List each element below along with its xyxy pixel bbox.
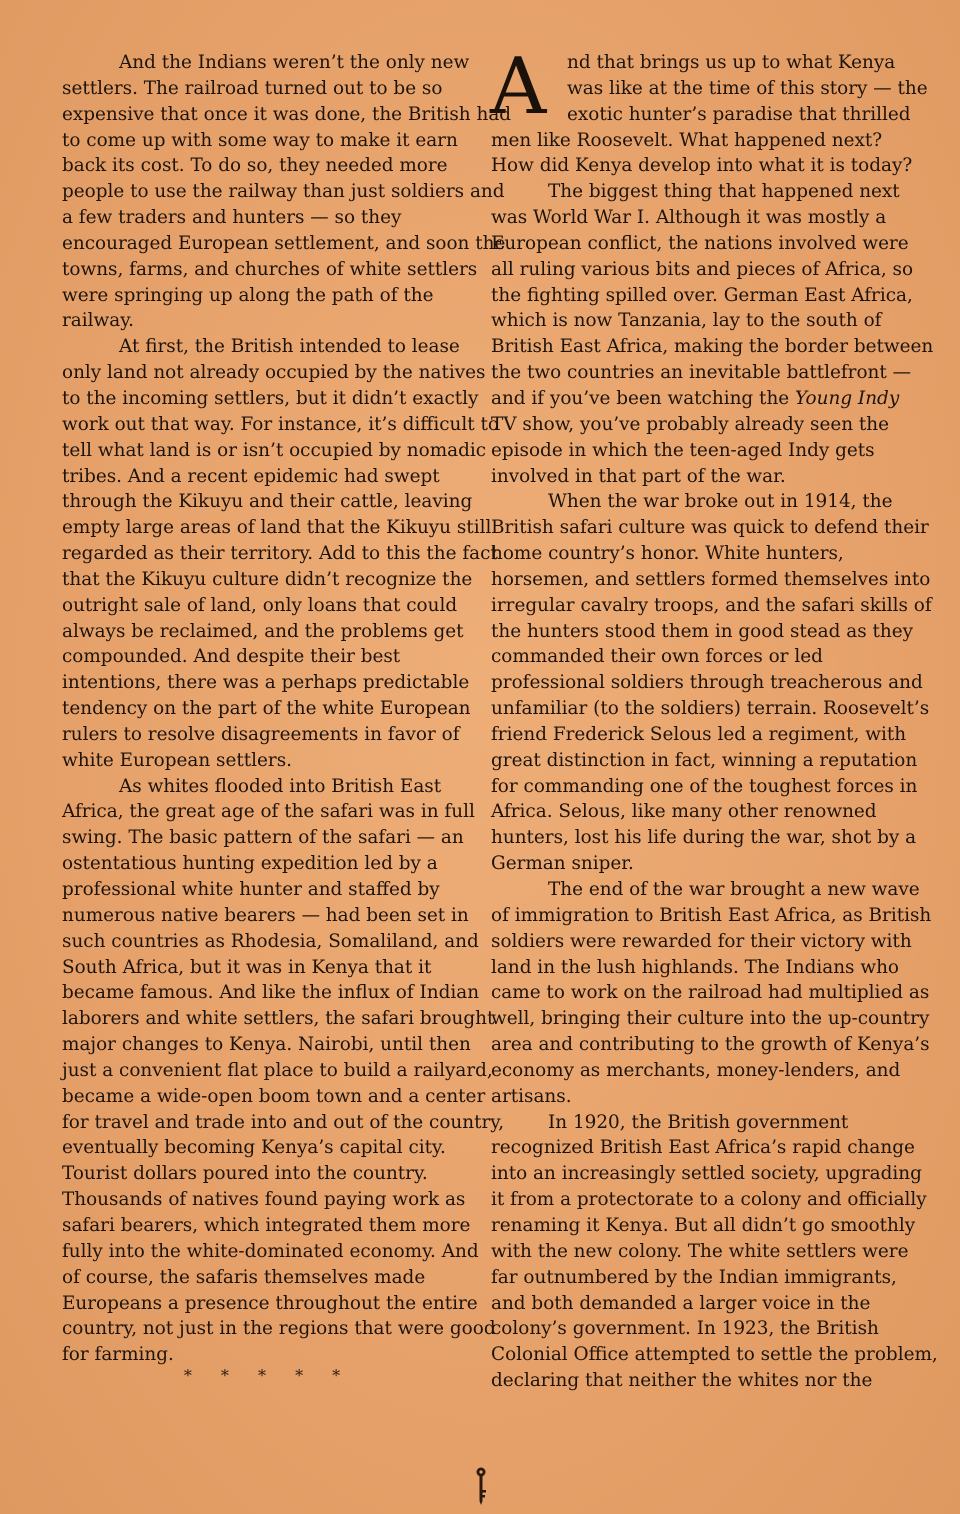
text-line: horsemen, and settlers formed themselves into — [491, 568, 931, 590]
text-line: declaring that neither the whites nor the — [491, 1370, 873, 1392]
text-line: came to work on the railroad had multiplied as — [491, 982, 930, 1004]
text-line: artisans. — [491, 1085, 572, 1107]
text-line: great distinction in fact, winning a reputation — [491, 749, 918, 771]
text-line: exotic hunter’s paradise that thrilled — [567, 103, 911, 125]
text-line: became famous. And like the influx of Indian — [62, 982, 480, 1004]
drop-cap-paragraph — [490, 42, 928, 132]
text-line: it from a protectorate to a colony and officially — [491, 1189, 927, 1211]
text-line: major changes to Kenya. Nairobi, until then — [62, 1034, 471, 1056]
text-line: hunters, lost his life during the war, shot by a — [491, 827, 917, 849]
text-line: At first, the British intended to lease — [119, 336, 460, 358]
text-line: Thousands of natives found paying work as — [62, 1189, 466, 1211]
text-line: back its cost. To do so, they needed more — [62, 155, 448, 177]
text-line: British East Africa, making the border between — [491, 336, 934, 358]
text-line: The biggest thing that happened next — [548, 181, 900, 203]
text-line: professional white hunter and staffed by — [62, 879, 440, 900]
show-title: Young Indy — [795, 387, 900, 409]
section-separator: * * * * * — [183, 1366, 353, 1385]
text-line: renaming it Kenya. But all didn’t go smoothly — [491, 1214, 916, 1236]
text-line: intentions, there was a perhaps predictable — [62, 672, 470, 694]
text-line: the hunters stood them in good stead as they — [491, 620, 913, 642]
text-line: irregular cavalry troops, and the safari skills of — [491, 594, 932, 616]
text-line: safari bearers, which integrated them more — [62, 1214, 471, 1236]
text-line: How did Kenya develop into what it is today? — [491, 155, 913, 177]
text-line: As whites flooded into British East — [119, 775, 442, 797]
text-line: numerous native bearers — had been set in — [62, 904, 469, 926]
text-line: such countries as Rhodesia, Somaliland, and — [62, 930, 479, 952]
text-line: for travel and trade into and out of the country, — [62, 1111, 505, 1133]
text-line: settlers. The railroad turned out to be so — [62, 77, 443, 99]
text-line: unfamiliar (to the soldiers) terrain. Roosevelt’s — [491, 698, 930, 720]
text-line: of immigration to British East Africa, as British — [491, 904, 932, 926]
text-line: became a wide-open boom town and a center — [62, 1085, 486, 1107]
text-line: well, bringing their culture into the up-country — [491, 1008, 930, 1030]
text-line: for farming. — [62, 1344, 174, 1366]
text-line: laborers and white settlers, the safari brought — [62, 1008, 495, 1030]
text-line: British safari culture was quick to defend their — [491, 517, 929, 539]
text-line: through the Kikuyu and their cattle, leaving — [62, 491, 473, 513]
text-line: were springing up along the path of the — [62, 284, 434, 306]
text-line: fully into the white-dominated economy. And — [62, 1240, 479, 1262]
text-line: was like at the time of this story — the — [567, 77, 928, 99]
text-line: railway. — [62, 310, 135, 332]
text-line: involved in that part of the war. — [491, 465, 786, 487]
text-line: soldiers were rewarded for their victory with — [491, 930, 912, 952]
text-line: swing. The basic pattern of the safari — an — [62, 827, 464, 849]
text-line: and both demanded a larger voice in the — [491, 1292, 871, 1314]
text-line: Europeans a presence throughout the entire — [62, 1292, 478, 1314]
text-line: the two countries an inevitable battlefront — — [491, 362, 912, 384]
text-line: expensive that once it was done, the British had — [62, 103, 512, 125]
text-line: area and contributing to the growth of Kenya’s — [491, 1034, 930, 1056]
text-line: just a convenient flat place to build a railyard, — [62, 1059, 493, 1081]
text-line: compounded. And despite their best — [62, 646, 401, 668]
text-line: Tourist dollars poured into the country. — [62, 1163, 428, 1185]
text-line: European conflict, the nations involved were — [491, 232, 909, 254]
text-line: of course, the safaris themselves made — [62, 1266, 426, 1288]
text-line: white European settlers. — [62, 749, 292, 771]
text-line: the fighting spilled over. German East Africa, — [491, 284, 913, 306]
key-icon — [472, 1466, 490, 1506]
text-line: people to use the railway than just soldiers and — [62, 181, 505, 203]
text-line: ostentatious hunting expedition led by a — [62, 853, 438, 875]
text-line: rulers to resolve disagreements in favor of — [62, 723, 460, 745]
text-line: professional soldiers through treacherous and — [491, 672, 923, 694]
text-line: into an increasingly settled society, upgrading — [491, 1163, 922, 1185]
text-line: that the Kikuyu culture didn’t recognize the — [62, 568, 473, 590]
text-line: was World War I. Although it was mostly a — [491, 207, 887, 229]
text-line: encouraged European settlement, and soon the — [62, 232, 506, 254]
text-line: commanded their own forces or led — [491, 646, 823, 668]
text-line: In 1920, the British government — [548, 1111, 849, 1133]
text-line: to the incoming settlers, but it didn’t exactly — [62, 387, 479, 409]
text-line: home country’s honor. White hunters, — [491, 543, 844, 565]
left-column — [62, 50, 512, 1368]
text-line: When the war broke out in 1914, the — [548, 491, 893, 513]
text-line: episode in which the teen-aged Indy gets — [491, 439, 875, 461]
text-line: regarded as their territory. Add to this the fact — [62, 543, 498, 565]
text-line: Africa. Selous, like many other renowned — [491, 801, 877, 823]
text-line: a few traders and hunters — so they — [62, 207, 402, 229]
text-line: towns, farms, and churches of white settlers — [62, 258, 478, 280]
text-line: friend Frederick Selous led a regiment, with — [491, 723, 907, 745]
text-line: eventually becoming Kenya’s capital city. — [62, 1137, 446, 1159]
text-line: work out that way. For instance, it’s difficult to — [62, 413, 499, 435]
text-line — [491, 386, 903, 412]
text-line: men like Roosevelt. What happened next? — [491, 129, 883, 151]
text-line: TV show, you’ve probably already seen the — [491, 413, 890, 435]
text-line: with the new colony. The white settlers were — [491, 1240, 909, 1262]
text-line: only land not already occupied by the natives — [62, 362, 486, 384]
text-line: to come up with some way to make it earn — [62, 129, 458, 151]
text-line: tell what land is or isn’t occupied by nomadic — [62, 439, 487, 461]
text-line: all ruling various bits and pieces of Africa, so — [491, 258, 914, 280]
text-line: empty large areas of land that the Kikuyu still — [62, 517, 492, 539]
text-line: nd that brings us up to what Kenya — [567, 52, 896, 73]
text-line: which is now Tanzania, lay to the south of — [491, 310, 882, 332]
text-line: Colonial Office attempted to settle the problem, — [491, 1344, 938, 1366]
text-line: The end of the war brought a new wave — [548, 879, 920, 900]
text-line: far outnumbered by the Indian immigrants, — [491, 1266, 897, 1288]
text-line: South Africa, but it was in Kenya that it — [62, 956, 432, 978]
text-line: tendency on the part of the white European — [62, 698, 471, 720]
text-line: And the Indians weren’t the only new — [119, 52, 470, 73]
drop-cap: A — [490, 42, 547, 132]
text-line-start: and if you’ve been watching the — [491, 387, 796, 409]
text-line: economy as merchants, money-lenders, and — [491, 1059, 901, 1081]
text-line: colony’s government. In 1923, the British — [491, 1318, 879, 1340]
text-line: for commanding one of the toughest forces in — [491, 775, 918, 797]
text-line: German sniper. — [491, 853, 634, 875]
text-line: recognized British East Africa’s rapid change — [491, 1137, 915, 1159]
text-line: outright sale of land, only loans that could — [62, 594, 458, 616]
right-column — [490, 42, 938, 1394]
text-line: land in the lush highlands. The Indians who — [491, 956, 899, 978]
text-line: country, not just in the regions that were good — [62, 1318, 496, 1340]
text-line: tribes. And a recent epidemic had swept — [62, 465, 440, 487]
text-line: Africa, the great age of the safari was in full — [62, 801, 475, 823]
text-line: always be reclaimed, and the problems get — [62, 620, 464, 642]
